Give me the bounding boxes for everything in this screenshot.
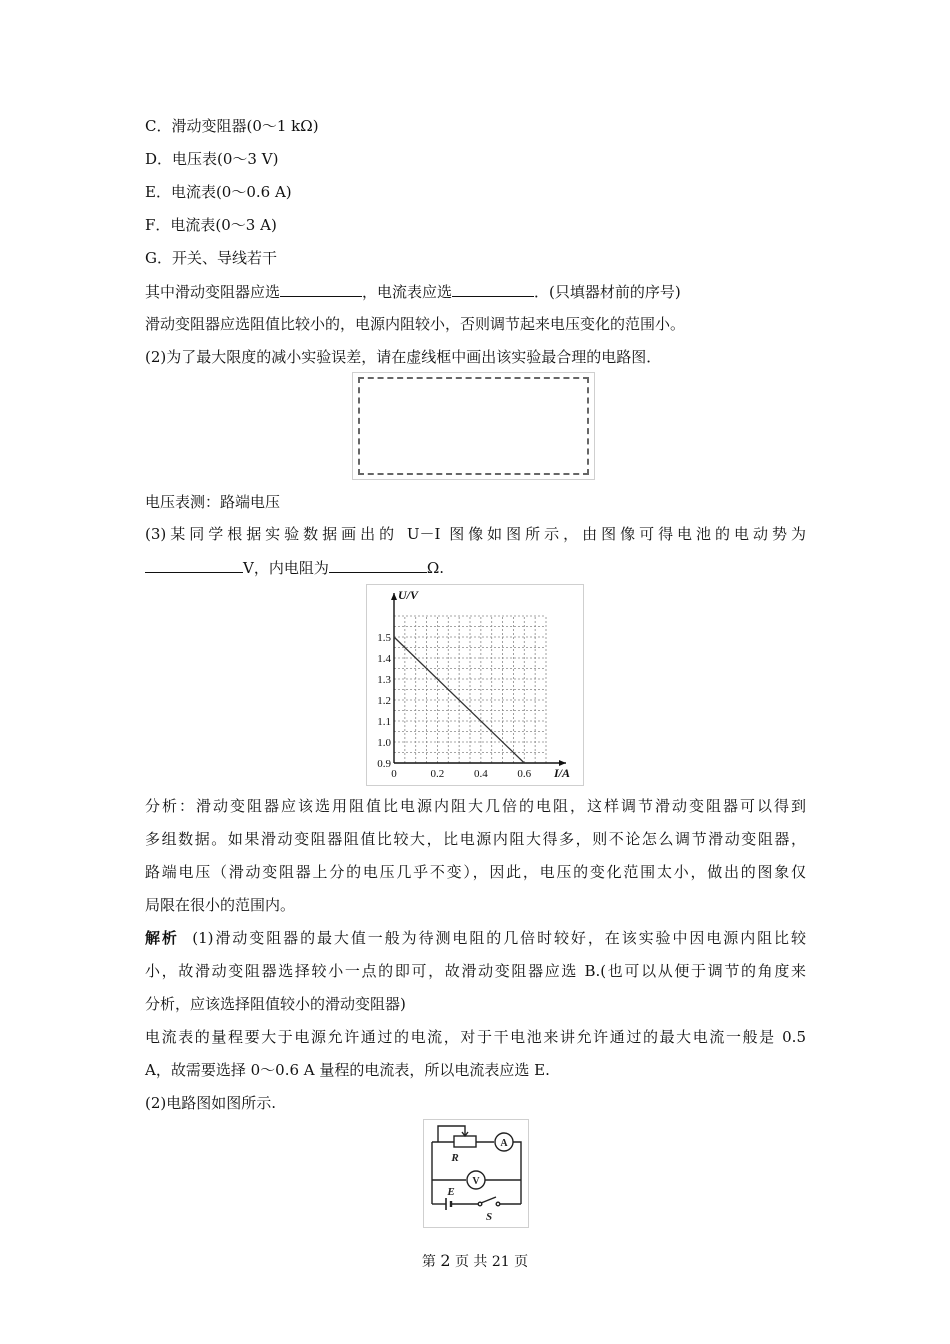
solution-line-1: 解析 (1)滑动变阻器的最大值一般为待测电阻的几倍时较好，在该实验中因电源内阻比较 [145, 929, 806, 947]
question-2: (2)为了最大限度的减小实验误差，请在虚线框中画出该实验最合理的电路图． [145, 348, 662, 366]
circuit-diagram [423, 1119, 529, 1228]
question-3-blanks: V，内电阻为 Ω. [145, 557, 444, 578]
option-g: G．开关、导线若干 [145, 249, 277, 267]
solution-line-5: A，故需要选择 0～0.6 A 量程的电流表，所以电流表应选 E. [145, 1061, 550, 1079]
question-1: 其中滑动变阻器应选 ，电流表应选 ．(只填器材前的序号) [145, 283, 681, 301]
x-axis-label: I/A [553, 766, 570, 780]
ui-chart [367, 585, 583, 785]
switch-blade-icon [481, 1197, 496, 1203]
x-tick-label: 0 [391, 768, 397, 780]
solution-line-6: (2)电路图如图所示. [145, 1094, 277, 1112]
voltmeter-label: V [472, 1176, 480, 1187]
page-total: 21 [491, 1254, 510, 1270]
switch-contact-icon [496, 1202, 500, 1206]
solution-label: 解析 [145, 929, 179, 947]
y-tick-label: 1.1 [377, 716, 391, 728]
y-tick-label: 1.0 [377, 737, 391, 749]
dashed-frame [358, 377, 589, 475]
analysis-line-1: 分析：滑动变阻器应该选用阻值比电源内阻大几倍的电阻，这样调节滑动变阻器可以得到 [145, 797, 806, 815]
option-d: D．电压表(0～3 V) [145, 150, 279, 168]
x-tick-label: 0.2 [430, 768, 445, 780]
y-tick-label: 0.9 [377, 758, 391, 770]
answer-blank-rheostat[interactable] [280, 281, 362, 297]
option-c: C．滑动变阻器(0～1 kΩ) [145, 117, 319, 135]
wire [513, 1142, 521, 1204]
switch-label: S [485, 1211, 493, 1223]
solution-line-2: 小，故滑动变阻器选择较小一点的即可，故滑动变阻器应选 B.(也可以从便于调节的角度来 [145, 962, 806, 980]
note-rheostat: 滑动变阻器应选阻值比较小的，电源内阻较小，否则调节起来电压变化的范围小。 [145, 315, 686, 333]
option-f: F．电流表(0～3 A) [145, 216, 277, 234]
y-axis-label: U/V [398, 588, 419, 602]
rheostat-label: R [451, 1152, 459, 1164]
slider-wire [438, 1126, 465, 1142]
rheostat-icon [454, 1136, 476, 1147]
y-tick-label: 1.2 [377, 695, 391, 707]
x-tick-label: 0.4 [473, 768, 488, 780]
x-tick-label: 0.6 [517, 768, 532, 780]
page-number: 2 [440, 1251, 451, 1270]
analysis-line-2: 多组数据。如果滑动变阻器阻值比较大，比电源内阻大得多，则不论怎么调节滑动变阻器， [145, 830, 806, 848]
solution-line-3: 分析，应该选择阻值较小的滑动变阻器) [145, 995, 406, 1013]
circuit-drawing-box[interactable] [352, 372, 595, 480]
ui-chart-frame [366, 584, 584, 786]
note-voltmeter: 电压表测：路端电压 [145, 493, 281, 511]
series-line [394, 637, 524, 763]
y-axis-arrow-icon [391, 593, 397, 600]
answer-blank-ammeter[interactable] [452, 281, 534, 297]
answer-blank-emf[interactable] [145, 557, 243, 573]
battery-label: E [447, 1186, 455, 1198]
solution-line-4: 电流表的量程要大于电源允许通过的电流，对于干电池来讲允许通过的最大电流一般是 0.5 [145, 1028, 806, 1046]
page-footer: 第 2 页 共 21 页 [421, 1251, 529, 1270]
option-e: E．电流表(0～0.6 A) [145, 183, 292, 201]
analysis-line-4: 局限在很小的范围内。 [145, 896, 296, 914]
analysis-line-3: 路端电压（滑动变阻器上分的电压几乎不变），因此，电压的变化范围太小，做出的图象仅 [145, 863, 806, 881]
question-3: (3)某同学根据实验数据画出的 U－I 图像如图所示，由图像可得电池的电动势为 [145, 525, 806, 543]
y-tick-label: 1.3 [377, 674, 391, 686]
answer-blank-resistance[interactable] [329, 557, 427, 573]
y-tick-label: 1.5 [377, 632, 391, 644]
ammeter-label: A [500, 1138, 508, 1149]
y-tick-label: 1.4 [377, 653, 391, 665]
